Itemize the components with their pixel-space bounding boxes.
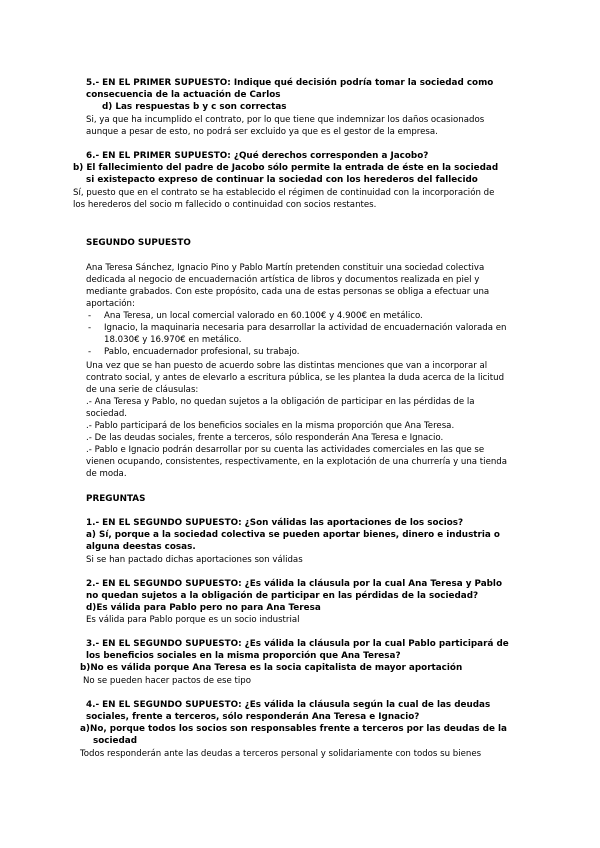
- q2-explanation: Es válida para Pablo porque es un socio industrial: [86, 615, 300, 625]
- q4-answer: a)No, porque todos los socios son responsables frente a terceros por las deudas de la: [80, 724, 507, 734]
- question-6-explanation-cont: los herederos del socio m fallecido o continuidad con socios restantes.: [73, 200, 377, 210]
- q3-answer: b)No es válida porque Ana Teresa es la socia capitalista de mayor aportación: [80, 663, 463, 673]
- questions-title: PREGUNTAS: [86, 494, 146, 504]
- paragraph-line: dedicada al negocio de encuadernación artística de libros y documentos realizada en piel y: [86, 275, 480, 285]
- q4-answer-cont: sociedad: [93, 736, 138, 746]
- q2-answer: d)Es válida para Pablo pero no para Ana Teresa: [86, 603, 321, 613]
- q1-explanation: Si se han pactado dichas aportaciones son válidas: [86, 555, 303, 565]
- question-6-explanation: Sí, puesto que en el contrato se ha establecido el régimen de continuidad con la incorporación de: [73, 188, 495, 198]
- q2-title-cont: no quedan sujetos a la obligación de participar en las pérdidas de la sociedad?: [86, 591, 479, 601]
- clause-line: .- De las deudas sociales, frente a terceros, sólo responderán Ana Teresa e Ignacio.: [86, 433, 444, 443]
- paragraph-line: mediante grabados. Con este propósito, cada una de estas personas se obliga a efectuar una: [86, 287, 490, 297]
- q1-title: 1.- EN EL SEGUNDO SUPUESTO: ¿Son válidas las aportaciones de los socios?: [86, 518, 464, 528]
- question-6-answer-cont: si existepacto expreso de continuar la sociedad con los herederos del fallecido: [86, 175, 478, 185]
- question-5-explanation: Si, ya que ha incumplido el contrato, por lo que tiene que indemnizar los daños ocasionados: [86, 115, 485, 125]
- question-6-title: 6.- EN EL PRIMER SUPUESTO: ¿Qué derechos corresponden a Jacobo?: [86, 151, 429, 161]
- paragraph-line: de una serie de cláusulas:: [86, 385, 199, 395]
- question-5-title: 5.- EN EL PRIMER SUPUESTO: Indique qué decisión podría tomar la sociedad como: [86, 78, 494, 88]
- q3-title: 3.- EN EL SEGUNDO SUPUESTO: ¿Es válida la cláusula por la cual Pablo participará de: [86, 639, 509, 649]
- list-bullet: -: [88, 323, 92, 333]
- list-bullet: -: [88, 311, 92, 321]
- clause-line: vienen ocupando, consistentes, respectivamente, en la explotación de una churrería y una tienda: [86, 457, 508, 467]
- clause-line: sociedad.: [86, 409, 128, 419]
- q1-answer: a) Sí, porque a la sociedad colectiva se pueden aportar bienes, dinero e industria o: [86, 530, 500, 540]
- clause-line: de moda.: [86, 469, 127, 479]
- question-5-answer: d) Las respuestas b y c son correctas: [102, 102, 287, 112]
- q3-explanation: No se pueden hacer pactos de ese tipo: [83, 676, 252, 686]
- question-6-answer: b) El fallecimiento del padre de Jacobo sólo permite la entrada de éste en la sociedad: [73, 163, 499, 173]
- paragraph-line: aportación:: [86, 299, 135, 309]
- q4-title-cont: sociales, frente a terceros, sólo responderán Ana Teresa e Ignacio?: [86, 712, 420, 722]
- paragraph-line: Una vez que se han puesto de acuerdo sobre las distintas menciones que van a incorporar al: [86, 361, 488, 371]
- question-5-title-cont: consecuencia de la actuación de Carlos: [86, 90, 281, 100]
- paragraph-line: Ana Teresa Sánchez, Ignacio Pino y Pablo Martín pretenden constituir una sociedad colectiva: [86, 263, 485, 273]
- list-item: Ana Teresa, un local comercial valorado en 60.100€ y 4.900€ en metálico.: [104, 311, 423, 321]
- list-item: Pablo, encuadernador profesional, su trabajo.: [104, 347, 300, 357]
- q3-title-cont: los beneficios sociales en la misma proporción que Ana Teresa?: [86, 651, 401, 661]
- q4-explanation: Todos responderán ante las deudas a terceros personal y solidariamente con todos su bienes: [80, 749, 482, 759]
- q4-title: 4.- EN EL SEGUNDO SUPUESTO: ¿Es válida la cláusula según la cual de las deudas: [86, 700, 491, 710]
- q1-answer-cont: alguna deestas cosas.: [86, 542, 196, 552]
- list-bullet: -: [88, 347, 92, 357]
- list-item-cont: 18.030€ y 16.970€ en metálico.: [104, 335, 242, 345]
- question-5-explanation-cont: aunque a pesar de esto, no podrá ser excluido ya que es el gestor de la empresa.: [86, 127, 438, 137]
- paragraph-line: contrato social, y antes de elevarlo a escritura pública, se les plantea la duda acerca de la licitud: [86, 373, 505, 383]
- q2-title: 2.- EN EL SEGUNDO SUPUESTO: ¿Es válida la cláusula por la cual Ana Teresa y Pablo: [86, 579, 502, 589]
- clause-line: .- Pablo participará de los beneficios sociales en la misma proporción que Ana Teresa.: [86, 421, 455, 431]
- section-title: SEGUNDO SUPUESTO: [86, 238, 191, 248]
- clause-line: .- Ana Teresa y Pablo, no quedan sujetos a la obligación de participar en las pérdidas de la: [86, 397, 475, 407]
- clause-line: .- Pablo e Ignacio podrán desarrollar por su cuenta las actividades comerciales en las que se: [86, 445, 485, 455]
- list-item: Ignacio, la maquinaria necesaria para desarrollar la actividad de encuadernación valorada en: [104, 323, 507, 333]
